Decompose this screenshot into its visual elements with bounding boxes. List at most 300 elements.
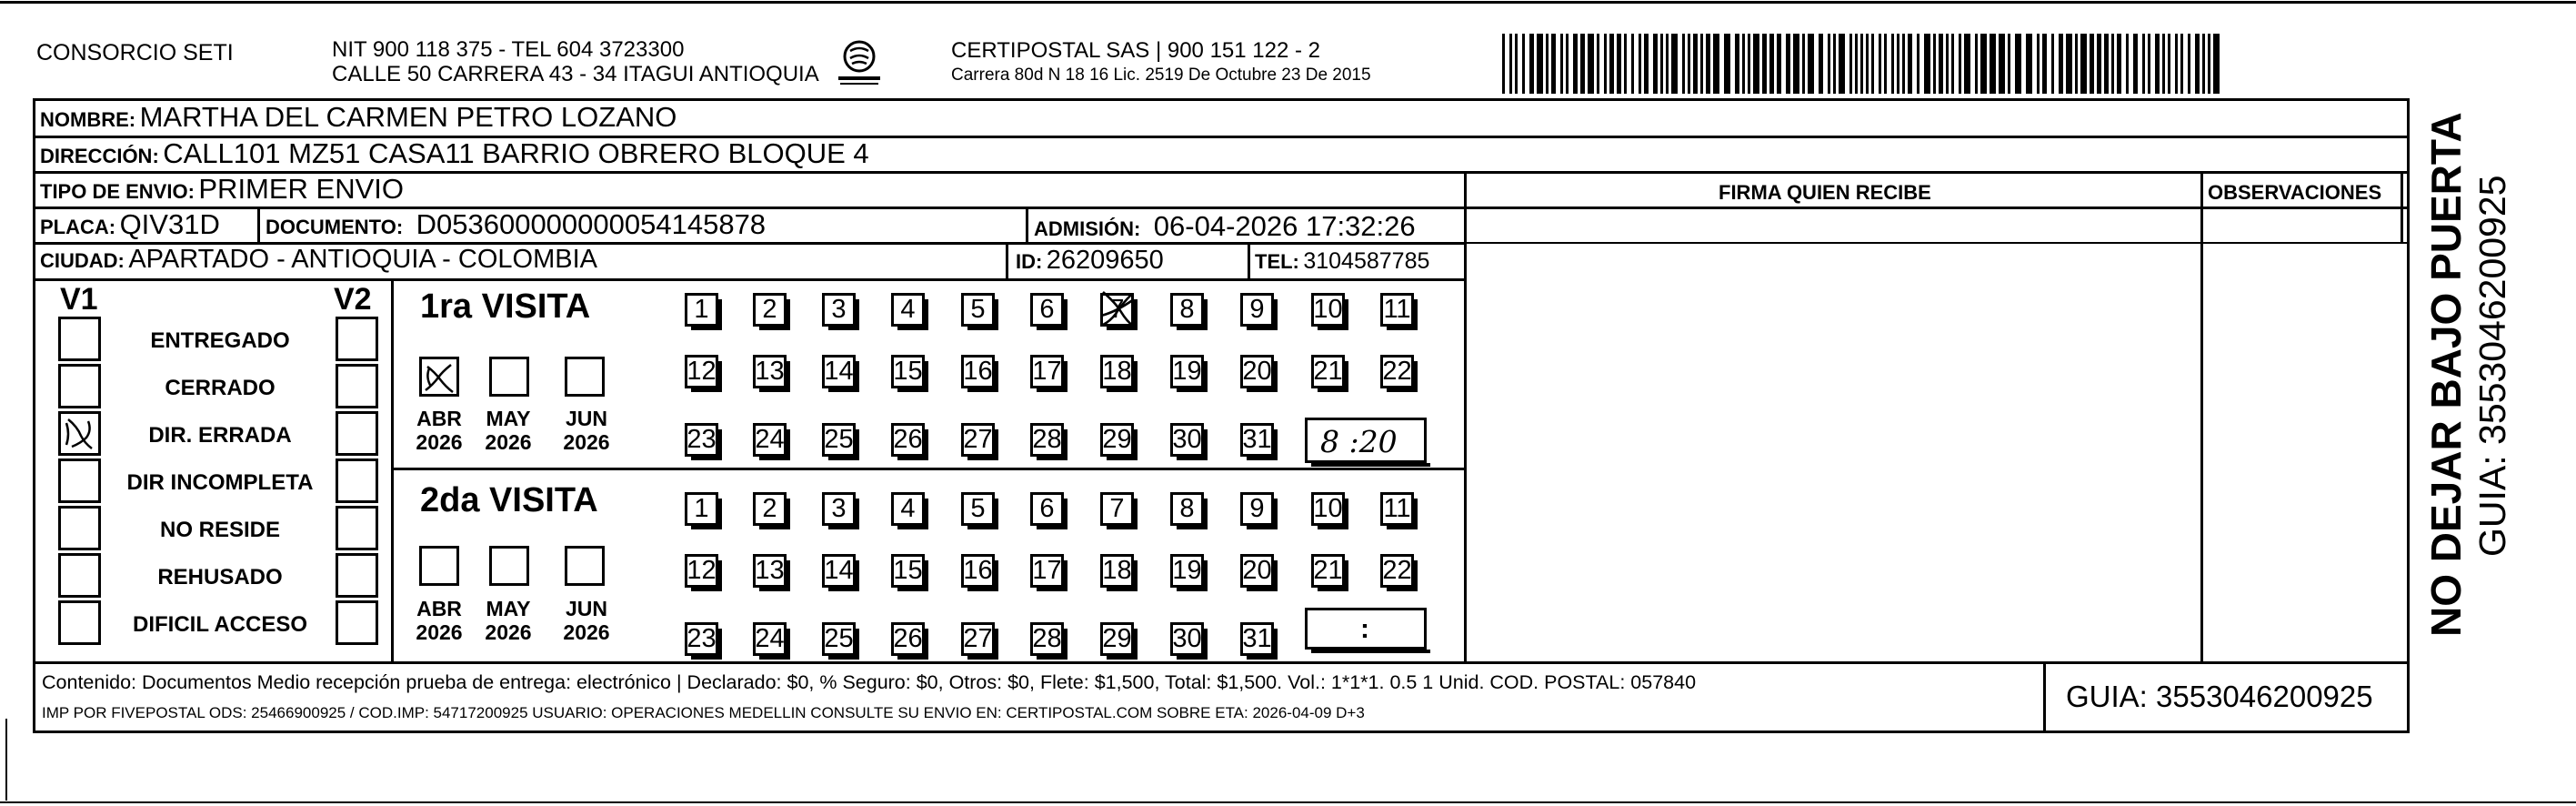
day-number: 2 bbox=[762, 494, 777, 523]
day-cell[interactable] bbox=[1170, 554, 1204, 588]
day-cell[interactable] bbox=[685, 423, 718, 457]
barcode-bar bbox=[2026, 34, 2032, 94]
day-number: 30 bbox=[1172, 425, 1202, 454]
day-number: 14 bbox=[824, 556, 854, 585]
license-line: Carrera 80d N 18 16 Lic. 2519 De Octubre 23 De 2015 bbox=[951, 65, 1371, 85]
carrier-line: CERTIPOSTAL SAS | 900 151 122 - 2 bbox=[951, 38, 1320, 63]
day-number: 19 bbox=[1172, 357, 1202, 386]
visit2-month-may bbox=[476, 597, 540, 645]
firma-label: FIRMA QUIEN RECIBE bbox=[1719, 181, 1931, 204]
day-number: 1 bbox=[694, 295, 709, 324]
barcode-bar bbox=[1802, 34, 1805, 94]
barcode-bar bbox=[1833, 34, 1836, 94]
day-cell[interactable] bbox=[1240, 554, 1274, 588]
documento-label: DOCUMENTO: bbox=[266, 216, 404, 238]
month-year: 2026 bbox=[416, 430, 463, 455]
day-number: 7 bbox=[1109, 295, 1125, 324]
day-cell[interactable] bbox=[1380, 492, 1414, 526]
status-option-label: CERRADO bbox=[165, 376, 276, 400]
day-number: 11 bbox=[1383, 295, 1411, 324]
barcode-bar bbox=[2213, 34, 2220, 94]
barcode-bar bbox=[2126, 34, 2129, 94]
day-cell[interactable] bbox=[1170, 423, 1204, 457]
day-number: 23 bbox=[687, 624, 717, 653]
day-number: 12 bbox=[687, 556, 717, 585]
barcode-bar bbox=[1639, 34, 1641, 94]
day-cell[interactable] bbox=[891, 622, 925, 656]
day-cell[interactable] bbox=[685, 355, 718, 388]
tel-value: 3104587785 bbox=[1303, 248, 1430, 274]
barcode-bar bbox=[1502, 34, 1505, 94]
barcode-bar bbox=[1908, 34, 1912, 94]
day-cell[interactable] bbox=[685, 492, 718, 526]
visit1-month-abr bbox=[407, 407, 471, 455]
day-cell[interactable] bbox=[1100, 423, 1134, 457]
documento-field bbox=[266, 210, 766, 238]
barcode-bar bbox=[2097, 34, 2101, 94]
day-cell[interactable] bbox=[891, 492, 925, 526]
barcode-bar bbox=[1964, 34, 1970, 94]
barcode-bar bbox=[1666, 34, 1669, 94]
time-shadow bbox=[1311, 463, 1430, 467]
day-cell[interactable] bbox=[753, 423, 787, 457]
barcode-bar bbox=[1693, 34, 1698, 94]
barcode-bar bbox=[1762, 34, 1767, 94]
barcode-bar bbox=[1604, 34, 1607, 94]
documento-value: D053600000000054145878 bbox=[416, 208, 767, 240]
barcode-bar bbox=[1990, 34, 1996, 94]
barcode-bar bbox=[1777, 34, 1781, 94]
day-cell[interactable] bbox=[1240, 293, 1274, 327]
barcode-bar bbox=[1828, 34, 1830, 94]
day-number: 8 bbox=[1179, 494, 1195, 523]
day-cell[interactable] bbox=[1100, 492, 1134, 526]
day-number: 22 bbox=[1382, 556, 1412, 585]
id-value: 26209650 bbox=[1046, 246, 1164, 275]
day-number: 18 bbox=[1102, 556, 1132, 585]
row-line bbox=[33, 661, 2410, 664]
day-cell[interactable] bbox=[1170, 355, 1204, 388]
day-number: 13 bbox=[755, 357, 785, 386]
day-number: 26 bbox=[893, 425, 923, 454]
day-cell[interactable] bbox=[822, 423, 856, 457]
day-number: 7 bbox=[1109, 494, 1125, 523]
bottom-border bbox=[0, 801, 2576, 803]
barcode-bar bbox=[2133, 34, 2138, 94]
day-cell[interactable] bbox=[961, 293, 995, 327]
barcode-bar bbox=[1793, 34, 1799, 94]
barcode-bar bbox=[2037, 34, 2040, 94]
barcode-bar bbox=[2051, 34, 2054, 94]
barcode-bar bbox=[1682, 34, 1685, 94]
day-number: 29 bbox=[1102, 425, 1132, 454]
tipo-envio-value: PRIMER ENVIO bbox=[198, 173, 405, 205]
handwritten-x-mark bbox=[1098, 288, 1139, 330]
day-cell[interactable] bbox=[822, 622, 856, 656]
visit1-title: 1ra VISITA bbox=[420, 287, 591, 326]
visit2-title: 2da VISITA bbox=[420, 481, 598, 519]
row-line bbox=[33, 207, 2410, 209]
day-number: 31 bbox=[1242, 624, 1272, 653]
day-cell[interactable] bbox=[1030, 355, 1064, 388]
day-number: 24 bbox=[755, 425, 785, 454]
day-cell[interactable] bbox=[1170, 293, 1204, 327]
barcode-bar bbox=[1566, 34, 1569, 94]
id-field bbox=[1016, 247, 1164, 274]
day-cell[interactable] bbox=[1030, 622, 1064, 656]
address-line: CALLE 50 CARRERA 43 - 34 ITAGUI ANTIOQUIA bbox=[332, 62, 819, 86]
col-line bbox=[2200, 171, 2203, 662]
time-shadow bbox=[1311, 650, 1430, 653]
day-cell[interactable] bbox=[1100, 355, 1134, 388]
barcode-bar bbox=[2180, 34, 2183, 94]
day-number: 15 bbox=[893, 556, 923, 585]
day-number: 27 bbox=[963, 425, 993, 454]
visit1-month-jun-box[interactable] bbox=[565, 357, 605, 397]
barcode-bar bbox=[1735, 34, 1739, 94]
placa-label: PLACA: bbox=[40, 216, 116, 238]
day-number: 18 bbox=[1102, 357, 1132, 386]
day-cell[interactable] bbox=[822, 293, 856, 327]
barcode-bar bbox=[2142, 34, 2145, 94]
visit1-time-box[interactable] bbox=[1305, 418, 1427, 463]
day-number: 6 bbox=[1039, 494, 1055, 523]
col-line bbox=[1026, 207, 1028, 243]
barcode-bar bbox=[1819, 34, 1823, 94]
day-number: 3 bbox=[831, 494, 847, 523]
day-cell[interactable] bbox=[1240, 423, 1274, 457]
status-option-label: ENTREGADO bbox=[150, 328, 290, 353]
month-name: MAY bbox=[486, 597, 531, 620]
month-name: ABR bbox=[416, 597, 462, 620]
day-cell[interactable] bbox=[961, 355, 995, 388]
day-cell[interactable] bbox=[753, 355, 787, 388]
barcode-bar bbox=[1653, 34, 1658, 94]
barcode-bar bbox=[2066, 34, 2072, 94]
top-border bbox=[0, 1, 2576, 4]
day-number: 9 bbox=[1249, 295, 1265, 324]
day-number: 5 bbox=[970, 494, 986, 523]
day-number: 11 bbox=[1383, 494, 1411, 523]
barcode-bar bbox=[1742, 34, 1745, 94]
day-number: 21 bbox=[1313, 556, 1343, 585]
visit1-time: 8 :20 bbox=[1320, 424, 1398, 459]
day-cell[interactable] bbox=[891, 355, 925, 388]
day-number: 21 bbox=[1313, 357, 1343, 386]
day-cell[interactable] bbox=[753, 293, 787, 327]
barcode-bar bbox=[1753, 34, 1759, 94]
barcode-bar bbox=[1588, 34, 1594, 94]
barcode-bar bbox=[1688, 34, 1690, 94]
barcode-bar bbox=[1671, 34, 1678, 94]
day-number: 17 bbox=[1032, 556, 1062, 585]
barcode bbox=[1502, 34, 2225, 94]
barcode-bar bbox=[1573, 34, 1578, 94]
barcode-bar bbox=[2111, 34, 2114, 94]
barcode-bar bbox=[1617, 34, 1621, 94]
barcode-bar bbox=[1891, 34, 1894, 94]
day-cell[interactable] bbox=[1380, 293, 1414, 327]
day-number: 15 bbox=[893, 357, 923, 386]
barcode-bar bbox=[1980, 34, 1987, 94]
day-number: 26 bbox=[893, 624, 923, 653]
barcode-bar bbox=[2155, 34, 2160, 94]
barcode-bar bbox=[2195, 34, 2200, 94]
day-number: 10 bbox=[1313, 494, 1343, 523]
status-option-label: DIFICIL ACCESO bbox=[132, 612, 307, 637]
barcode-bar bbox=[1860, 34, 1863, 94]
day-number: 1 bbox=[694, 494, 709, 523]
month-name: MAY bbox=[486, 407, 531, 430]
barcode-bar bbox=[2080, 34, 2087, 94]
tipo-envio-field bbox=[40, 175, 404, 203]
barcode-bar bbox=[1660, 34, 1663, 94]
barcode-bar bbox=[2008, 34, 2010, 94]
month-year: 2026 bbox=[416, 620, 463, 645]
day-cell[interactable] bbox=[685, 293, 718, 327]
day-cell[interactable] bbox=[961, 622, 995, 656]
barcode-bar bbox=[2104, 34, 2109, 94]
day-cell[interactable] bbox=[822, 554, 856, 588]
day-cell[interactable] bbox=[685, 554, 718, 588]
day-cell[interactable] bbox=[753, 492, 787, 526]
status-option-label: DIR. ERRADA bbox=[148, 423, 292, 448]
direccion-field bbox=[40, 139, 869, 167]
admision-field bbox=[1034, 212, 1416, 240]
day-cell[interactable] bbox=[1100, 622, 1134, 656]
barcode-bar bbox=[1546, 34, 1549, 94]
handwritten-x-mark bbox=[422, 359, 458, 396]
barcode-bar bbox=[1624, 34, 1627, 94]
col-line bbox=[257, 207, 260, 243]
barcode-bar bbox=[1855, 34, 1858, 94]
day-number: 20 bbox=[1242, 357, 1272, 386]
barcode-bar bbox=[1515, 34, 1518, 94]
tel-field bbox=[1255, 250, 1429, 273]
day-number: 13 bbox=[755, 556, 785, 585]
left-border bbox=[5, 719, 7, 801]
col-line bbox=[1248, 242, 1250, 279]
row-line bbox=[391, 468, 1464, 470]
month-year: 2026 bbox=[485, 430, 532, 455]
day-cell[interactable] bbox=[961, 423, 995, 457]
ciudad-value: APARTADO - ANTIOQUIA - COLOMBIA bbox=[128, 245, 597, 274]
barcode-bar bbox=[2175, 34, 2178, 94]
day-cell[interactable] bbox=[961, 492, 995, 526]
status-option-label: REHUSADO bbox=[157, 565, 283, 589]
day-cell[interactable] bbox=[1311, 492, 1345, 526]
admision-label: ADMISIÓN: bbox=[1034, 217, 1141, 240]
barcode-bar bbox=[2202, 34, 2205, 94]
day-number: 30 bbox=[1172, 624, 1202, 653]
day-cell[interactable] bbox=[1030, 423, 1064, 457]
nombre-field bbox=[40, 103, 677, 131]
day-cell[interactable] bbox=[1030, 293, 1064, 327]
visit2-month-jun bbox=[555, 597, 618, 645]
day-cell[interactable] bbox=[822, 355, 856, 388]
v1-label: V1 bbox=[60, 282, 98, 317]
day-number: 28 bbox=[1032, 624, 1062, 653]
barcode-bar bbox=[1560, 34, 1563, 94]
day-number: 9 bbox=[1249, 494, 1265, 523]
day-number: 10 bbox=[1313, 295, 1343, 324]
visit2-month-abr bbox=[407, 597, 471, 645]
visit1-month-abr-box[interactable] bbox=[419, 357, 459, 397]
col-line bbox=[1464, 171, 1467, 662]
company-name: CONSORCIO SETI bbox=[36, 40, 234, 65]
day-number: 4 bbox=[900, 295, 916, 324]
barcode-bar bbox=[1839, 34, 1845, 94]
day-number: 25 bbox=[824, 624, 854, 653]
barcode-bar bbox=[1871, 34, 1874, 94]
barcode-bar bbox=[1644, 34, 1649, 94]
day-number: 2 bbox=[762, 295, 777, 324]
barcode-bar bbox=[1897, 34, 1899, 94]
day-number: 16 bbox=[963, 556, 993, 585]
day-cell[interactable] bbox=[1311, 293, 1345, 327]
barcode-bar bbox=[2188, 34, 2190, 94]
barcode-bar bbox=[2148, 34, 2150, 94]
day-number: 12 bbox=[687, 357, 717, 386]
tel-label: TEL: bbox=[1255, 250, 1299, 273]
day-cell[interactable] bbox=[1240, 355, 1274, 388]
barcode-bar bbox=[1522, 34, 1525, 94]
barcode-bar bbox=[1849, 34, 1852, 94]
v2-label: V2 bbox=[334, 282, 372, 317]
barcode-bar bbox=[1551, 34, 1556, 94]
col-line bbox=[2401, 171, 2403, 244]
nombre-value: MARTHA DEL CARMEN PETRO LOZANO bbox=[139, 101, 677, 133]
barcode-bar bbox=[1700, 34, 1703, 94]
day-cell[interactable] bbox=[822, 492, 856, 526]
id-label: ID: bbox=[1016, 250, 1043, 273]
visit1-month-may-box[interactable] bbox=[489, 357, 529, 397]
barcode-bar bbox=[2042, 34, 2047, 94]
day-cell[interactable] bbox=[1240, 622, 1274, 656]
month-name: JUN bbox=[565, 407, 607, 430]
barcode-bar bbox=[1713, 34, 1719, 94]
contents-line: Contenido: Documentos Medio recepción prueba de entrega: electrónico | Declarado: $0, % Seguro: $0, Otros: $0, Flete: $1,500, Total: $1,500. Vol.: 1*1*1. 0.5 1 Unid. COD. POSTAL: 057840 bbox=[42, 671, 1697, 693]
day-cell[interactable] bbox=[961, 554, 995, 588]
barcode-bar bbox=[1946, 34, 1949, 94]
placa-field bbox=[40, 210, 220, 238]
footer-guia: GUIA: 3553046200925 bbox=[2066, 680, 2373, 713]
day-cell[interactable] bbox=[1311, 554, 1345, 588]
day-number: 14 bbox=[824, 357, 854, 386]
barcode-bar bbox=[1631, 34, 1634, 94]
print-info-line: IMP POR FIVEPOSTAL ODS: 25466900925 / COD.IMP: 54717200925 USUARIO: OPERACIONES MEDELLIN CONSULTE SU ENVIO EN: CERTIPOSTAL.COM SOBRE ETA: 2026-04-09 D+3 bbox=[42, 704, 1365, 721]
col-line bbox=[1006, 242, 1008, 279]
ciudad-label: CIUDAD: bbox=[40, 249, 125, 272]
day-cell[interactable] bbox=[1030, 554, 1064, 588]
day-number: 19 bbox=[1172, 556, 1202, 585]
status-option-label: DIR INCOMPLETA bbox=[126, 470, 314, 495]
visit2-time-box[interactable] bbox=[1305, 608, 1427, 650]
barcode-bar bbox=[2208, 34, 2210, 94]
nombre-label: NOMBRE: bbox=[40, 108, 136, 131]
barcode-bar bbox=[1959, 34, 1961, 94]
barcode-bar bbox=[1808, 34, 1814, 94]
day-cell[interactable] bbox=[1030, 492, 1064, 526]
barcode-bar bbox=[2168, 34, 2170, 94]
day-number: 20 bbox=[1242, 556, 1272, 585]
month-year: 2026 bbox=[563, 620, 610, 645]
day-number: 8 bbox=[1179, 295, 1195, 324]
day-number: 3 bbox=[831, 295, 847, 324]
barcode-bar bbox=[1529, 34, 1534, 94]
ciudad-field bbox=[40, 247, 597, 273]
barcode-bar bbox=[1951, 34, 1954, 94]
visit2-time: : bbox=[1360, 614, 1369, 644]
barcode-bar bbox=[1884, 34, 1887, 94]
barcode-bar bbox=[2075, 34, 2078, 94]
barcode-bar bbox=[1597, 34, 1599, 94]
day-cell[interactable] bbox=[1100, 554, 1134, 588]
day-number: 23 bbox=[687, 425, 717, 454]
day-cell[interactable] bbox=[1170, 622, 1204, 656]
day-cell[interactable] bbox=[891, 293, 925, 327]
barcode-bar bbox=[1724, 34, 1730, 94]
row-line bbox=[1464, 242, 2410, 244]
barcode-bar bbox=[1924, 34, 1930, 94]
day-cell[interactable] bbox=[1100, 293, 1134, 327]
day-cell[interactable] bbox=[891, 423, 925, 457]
visit2-month-abr-box[interactable] bbox=[419, 546, 459, 586]
day-number: 28 bbox=[1032, 425, 1062, 454]
day-number: 22 bbox=[1382, 357, 1412, 386]
observaciones-label: OBSERVACIONES bbox=[2208, 181, 2382, 204]
barcode-bar bbox=[1537, 34, 1543, 94]
visit1-month-may bbox=[476, 407, 540, 455]
visit2-month-jun-box[interactable] bbox=[565, 546, 605, 586]
placa-value: QIV31D bbox=[119, 208, 220, 240]
nit-line: NIT 900 118 375 - TEL 604 3723300 bbox=[332, 37, 685, 62]
day-cell[interactable] bbox=[1170, 492, 1204, 526]
day-cell[interactable] bbox=[685, 622, 718, 656]
side-warning: NO DEJAR BAJO PUERTA bbox=[2422, 112, 2470, 637]
barcode-bar bbox=[1975, 34, 1978, 94]
day-cell[interactable] bbox=[1311, 355, 1345, 388]
day-cell[interactable] bbox=[753, 622, 787, 656]
side-guia: GUIA: 3553046200925 bbox=[2471, 175, 2513, 557]
month-year: 2026 bbox=[485, 620, 532, 645]
admision-value: 06-04-2026 17:32:26 bbox=[1153, 210, 1416, 242]
day-number: 27 bbox=[963, 624, 993, 653]
day-cell[interactable] bbox=[891, 554, 925, 588]
barcode-bar bbox=[2059, 34, 2063, 94]
barcode-bar bbox=[1999, 34, 2005, 94]
status-option-label: NO RESIDE bbox=[159, 518, 281, 542]
barcode-bar bbox=[2117, 34, 2121, 94]
barcode-bar bbox=[1609, 34, 1614, 94]
day-cell[interactable] bbox=[1380, 554, 1414, 588]
day-number: 6 bbox=[1039, 295, 1055, 324]
barcode-bar bbox=[1939, 34, 1943, 94]
day-cell[interactable] bbox=[1240, 492, 1274, 526]
barcode-bar bbox=[1706, 34, 1710, 94]
barcode-bar bbox=[1902, 34, 1905, 94]
direccion-label: DIRECCIÓN: bbox=[40, 145, 159, 167]
month-name: ABR bbox=[416, 407, 462, 430]
barcode-bar bbox=[1866, 34, 1869, 94]
day-number: 4 bbox=[900, 494, 916, 523]
day-cell[interactable] bbox=[753, 554, 787, 588]
day-cell[interactable] bbox=[1380, 355, 1414, 388]
day-number: 5 bbox=[970, 295, 986, 324]
visit2-month-may-box[interactable] bbox=[489, 546, 529, 586]
month-name: JUN bbox=[565, 597, 607, 620]
barcode-bar bbox=[1933, 34, 1936, 94]
